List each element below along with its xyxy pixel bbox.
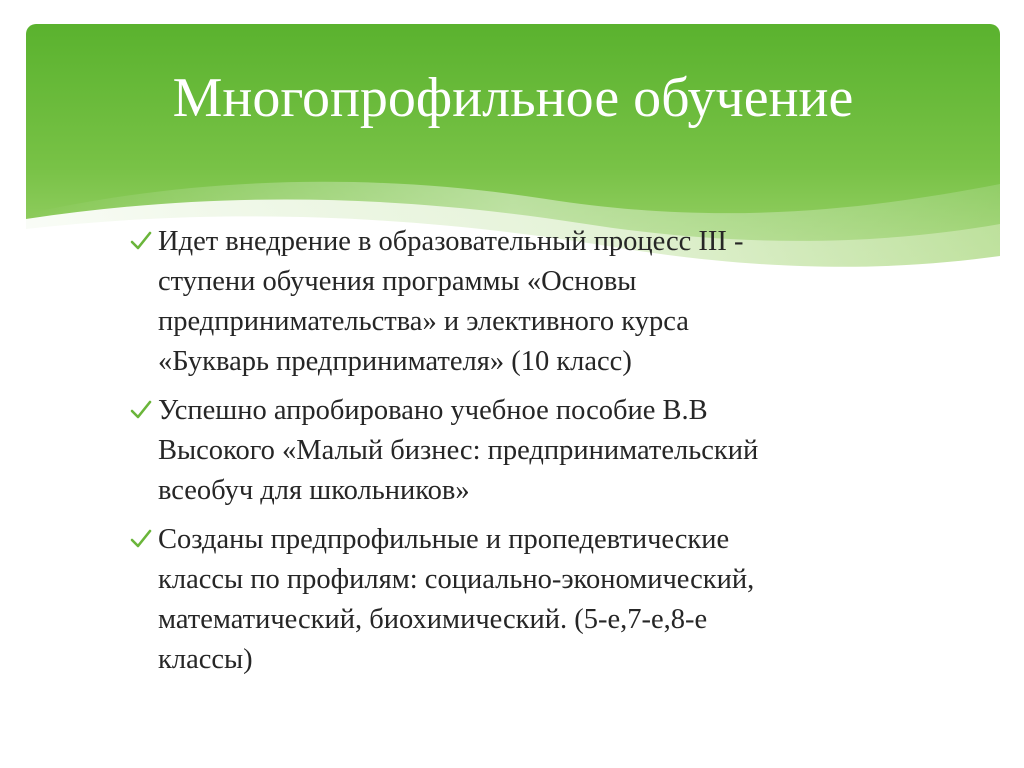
check-icon <box>130 528 152 550</box>
bullet-item <box>128 391 908 511</box>
bullet-line: всеобуч для школьников» <box>158 475 470 506</box>
check-icon <box>130 399 152 421</box>
bullet-line: предпринимательства» и элективного курса <box>158 306 689 337</box>
bullet-line: ступени обучения программы «Основы <box>158 266 637 297</box>
bullet-line: классы по профилям: социально-экономический, <box>158 564 755 595</box>
bullet-item <box>128 222 908 382</box>
bullet-line: математический, биохимический. (5-е,7-е,8-е <box>158 604 708 635</box>
bullet-line: Высокого «Малый бизнес: предпринимательский <box>158 435 759 466</box>
bullet-line: Идет внедрение в образовательный процесс III - <box>158 226 744 257</box>
bullet-list <box>128 222 908 689</box>
bullet-item <box>128 520 908 680</box>
check-icon <box>130 230 152 252</box>
bullet-line: Успешно апробировано учебное пособие В.В <box>158 395 708 426</box>
bullet-line: «Букварь предпринимателя» (10 класс) <box>158 346 632 377</box>
bullet-line: классы) <box>158 644 253 675</box>
slide-title: Многопрофильное обучение <box>172 67 854 129</box>
bullet-line: Созданы предпрофильные и пропедевтические <box>158 524 730 555</box>
